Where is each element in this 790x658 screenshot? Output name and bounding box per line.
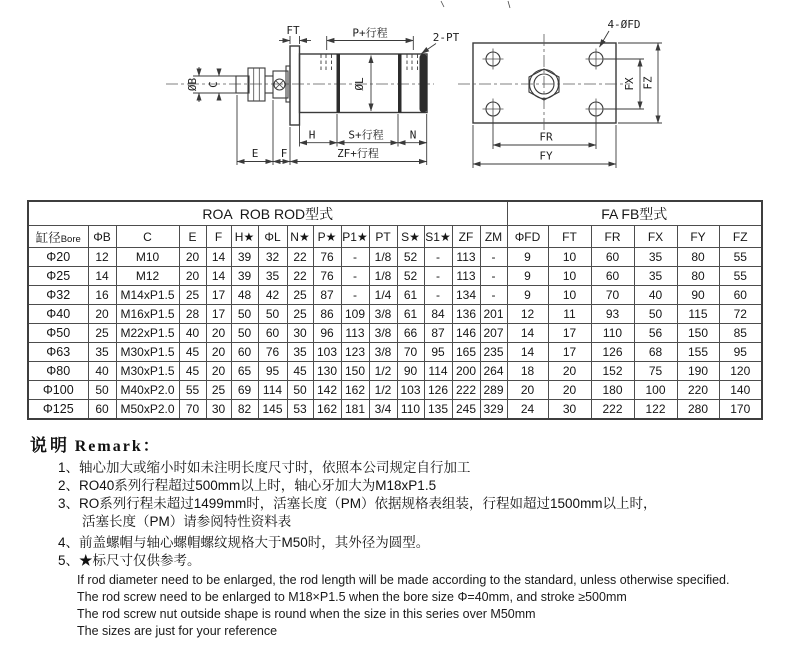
- spec-cell: 53: [287, 400, 313, 420]
- column-header: ZM: [480, 226, 507, 248]
- spec-cell: 201: [480, 305, 507, 324]
- column-header: PT: [369, 226, 397, 248]
- spec-cell: 42: [258, 286, 287, 305]
- spec-cell: 9: [507, 248, 548, 267]
- spec-cell: 9: [507, 267, 548, 286]
- spec-cell: 70: [591, 286, 634, 305]
- group-header: FA FB型式: [507, 201, 762, 226]
- column-header: H★: [231, 226, 258, 248]
- spec-cell: 110: [397, 400, 424, 420]
- spec-cell: 95: [719, 343, 762, 362]
- spec-cell: 25: [179, 286, 206, 305]
- piston-rod: [236, 76, 249, 93]
- spec-cell: 20: [548, 362, 591, 381]
- spec-cell: 1/2: [369, 381, 397, 400]
- spec-cell: 69: [231, 381, 258, 400]
- spec-cell: 39: [231, 267, 258, 286]
- spec-cell: 103: [313, 343, 341, 362]
- spec-cell: 200: [452, 362, 480, 381]
- spec-cell: 76: [313, 267, 341, 286]
- spec-cell: 76: [258, 343, 287, 362]
- spec-cell: 60: [88, 400, 116, 420]
- spec-cell: 50: [231, 305, 258, 324]
- spec-cell: 16: [88, 286, 116, 305]
- group-header: ROA ROB ROD型式: [28, 201, 507, 226]
- spec-cell: 3/8: [369, 305, 397, 324]
- spec-cell: 162: [341, 381, 369, 400]
- bore-cell: Φ25: [28, 267, 88, 286]
- spec-cell: 14: [88, 267, 116, 286]
- dim-ft: [279, 24, 311, 44]
- spec-cell: 113: [452, 248, 480, 267]
- spec-cell: M40xP2.0: [116, 381, 179, 400]
- table-row: [28, 362, 762, 381]
- spec-cell: 45: [287, 362, 313, 381]
- spec-cell: 66: [397, 324, 424, 343]
- spec-cell: 126: [424, 381, 452, 400]
- remark-title-cn: 说明: [30, 436, 70, 455]
- spec-cell: 14: [507, 343, 548, 362]
- spec-cell: 1/4: [369, 286, 397, 305]
- spec-cell: 72: [719, 305, 762, 324]
- bore-cell: Φ32: [28, 286, 88, 305]
- spec-cell: 222: [591, 400, 634, 420]
- dim-label-phi-b: ØB: [186, 77, 199, 92]
- spec-cell: 10: [548, 286, 591, 305]
- spec-cell: 115: [677, 305, 719, 324]
- spec-cell: 9: [507, 286, 548, 305]
- spec-cell: 220: [677, 381, 719, 400]
- rear-cap: [420, 54, 428, 113]
- bore-cell: Φ63: [28, 343, 88, 362]
- spec-cell: 180: [591, 381, 634, 400]
- column-header: ΦL: [258, 226, 287, 248]
- spec-cell: 32: [258, 248, 287, 267]
- spec-cell: M30xP1.5: [116, 362, 179, 381]
- spec-cell: 35: [287, 343, 313, 362]
- dim-e-f-zf: [237, 146, 427, 162]
- spec-cell: 150: [677, 324, 719, 343]
- spec-cell: 136: [452, 305, 480, 324]
- cropped-top-marks: [441, 1, 510, 8]
- spec-cell: 25: [88, 324, 116, 343]
- spec-cell: 17: [206, 305, 231, 324]
- table-row: [28, 305, 762, 324]
- spec-cell: -: [341, 248, 369, 267]
- spec-cell: 155: [677, 343, 719, 362]
- spec-cell: M10: [116, 248, 179, 267]
- dim-label-c: C: [207, 81, 220, 88]
- column-header: P1★: [341, 226, 369, 248]
- column-header: ΦB: [88, 226, 116, 248]
- spec-cell: 150: [341, 362, 369, 381]
- spec-cell: -: [480, 286, 507, 305]
- dim-label-s-stroke: S+行程: [348, 128, 384, 142]
- spec-cell: 207: [480, 324, 507, 343]
- port-rear-icon: [407, 55, 418, 71]
- spec-cell: 96: [313, 324, 341, 343]
- spec-cell: 48: [231, 286, 258, 305]
- dim-label-fy: FY: [539, 149, 553, 163]
- port-front-icon: [321, 55, 332, 71]
- spec-cell: 109: [341, 305, 369, 324]
- remark-item: 5、★标尺寸仅供参考。: [58, 552, 201, 568]
- spec-cell: 35: [634, 248, 677, 267]
- spec-cell: -: [424, 286, 452, 305]
- spec-cell: 135: [424, 400, 452, 420]
- spec-cell: 20: [548, 381, 591, 400]
- spec-cell: 1/2: [369, 362, 397, 381]
- spec-cell: 22: [287, 248, 313, 267]
- spec-cell: 12: [507, 305, 548, 324]
- remark-title-en: Remark：: [74, 438, 161, 455]
- head-seal-band: [337, 54, 341, 113]
- spec-cell: M30xP1.5: [116, 343, 179, 362]
- spec-cell: 60: [591, 248, 634, 267]
- remark-item: 4、前盖螺帽与轴心螺帽螺纹规格大于M50时，其外径为圆型。: [58, 534, 430, 550]
- spec-cell: 1/8: [369, 267, 397, 286]
- dim-p-stroke: [327, 26, 414, 51]
- dim-label-phi-l: ØL: [353, 77, 366, 91]
- spec-cell: -: [424, 248, 452, 267]
- spec-cell: 20: [179, 267, 206, 286]
- spec-cell: 20: [206, 343, 231, 362]
- spec-cell: 82: [231, 400, 258, 420]
- spec-cell: 90: [397, 362, 424, 381]
- spec-cell: 35: [258, 267, 287, 286]
- spec-cell: 90: [677, 286, 719, 305]
- spec-cell: -: [341, 286, 369, 305]
- spec-cell: M14xP1.5: [116, 286, 179, 305]
- spec-cell: 222: [452, 381, 480, 400]
- bore-cell: Φ40: [28, 305, 88, 324]
- spec-cell: 84: [424, 305, 452, 324]
- table-row: [28, 400, 762, 420]
- spec-cell: 93: [591, 305, 634, 324]
- spec-cell: 60: [591, 267, 634, 286]
- spec-cell: 18: [507, 362, 548, 381]
- rod-nut: [248, 68, 265, 101]
- spec-cell: 95: [424, 343, 452, 362]
- dim-label-ft: FT: [286, 24, 300, 37]
- spec-cell: 60: [231, 343, 258, 362]
- remark-item: 活塞长度（PM）请参阅特性资料表: [82, 514, 292, 529]
- spec-cell: 50: [88, 381, 116, 400]
- spec-cell: 28: [179, 305, 206, 324]
- spec-cell: 181: [341, 400, 369, 420]
- spec-cell: 56: [634, 324, 677, 343]
- spec-cell: 235: [480, 343, 507, 362]
- spec-table: [27, 200, 763, 420]
- spec-cell: 130: [313, 362, 341, 381]
- spec-cell: 50: [287, 381, 313, 400]
- bore-cell: Φ50: [28, 324, 88, 343]
- table-row: [28, 324, 762, 343]
- table-row: [28, 267, 762, 286]
- dim-fr: [493, 117, 596, 149]
- spec-cell: 55: [719, 248, 762, 267]
- column-header: 缸径Bore: [28, 226, 88, 248]
- column-header: S★: [397, 226, 424, 248]
- table-row: [28, 286, 762, 305]
- spec-cell: 35: [88, 343, 116, 362]
- spec-cell: 152: [591, 362, 634, 381]
- spec-cell: 25: [287, 286, 313, 305]
- bore-cell: Φ100: [28, 381, 88, 400]
- remark-title: [30, 431, 780, 453]
- spec-cell: 52: [397, 267, 424, 286]
- spec-cell: 113: [341, 324, 369, 343]
- dim-label-fx: FX: [623, 77, 636, 91]
- table-row: [28, 248, 762, 267]
- spec-cell: 110: [591, 324, 634, 343]
- spec-cell: 24: [507, 400, 548, 420]
- spec-cell: 30: [548, 400, 591, 420]
- spec-cell: 20: [179, 248, 206, 267]
- spec-cell: 329: [480, 400, 507, 420]
- spec-cell: 40: [634, 286, 677, 305]
- spec-cell: 55: [179, 381, 206, 400]
- spec-cell: 75: [634, 362, 677, 381]
- spec-cell: 20: [507, 381, 548, 400]
- dim-label-zf-stroke: ZF+行程: [337, 147, 379, 160]
- spec-cell: 60: [258, 324, 287, 343]
- spec-cell: 123: [341, 343, 369, 362]
- spec-cell: 87: [313, 286, 341, 305]
- spec-cell: 245: [452, 400, 480, 420]
- spec-cell: 3/4: [369, 400, 397, 420]
- spec-cell: 40: [88, 362, 116, 381]
- dim-label-n: N: [409, 128, 417, 142]
- remark-items: [30, 461, 780, 567]
- spec-cell: 25: [206, 381, 231, 400]
- column-header: FY: [677, 226, 719, 248]
- spec-cell: 25: [287, 305, 313, 324]
- column-header: FZ: [719, 226, 762, 248]
- spec-cell: 12: [88, 248, 116, 267]
- spec-cell: 190: [677, 362, 719, 381]
- column-header: N★: [287, 226, 313, 248]
- flange-plate: [473, 43, 616, 123]
- spec-cell: 11: [548, 305, 591, 324]
- column-header: FT: [548, 226, 591, 248]
- column-header: C: [116, 226, 179, 248]
- spec-cell: 76: [313, 248, 341, 267]
- spec-cell: 55: [719, 267, 762, 286]
- spec-cell: 3/8: [369, 324, 397, 343]
- spec-cell: 17: [206, 286, 231, 305]
- spec-cell: 103: [397, 381, 424, 400]
- spec-cell: 162: [313, 400, 341, 420]
- spec-cell: 39: [231, 248, 258, 267]
- spec-cell: 165: [452, 343, 480, 362]
- spec-cell: 17: [548, 324, 591, 343]
- remark-english: [30, 574, 780, 638]
- spec-cell: 45: [179, 362, 206, 381]
- dim-label-fz: FZ: [641, 76, 655, 90]
- spec-cell: 80: [677, 248, 719, 267]
- spec-cell: 100: [634, 381, 677, 400]
- dim-phi-l: [353, 56, 371, 112]
- spec-cell: 17: [548, 343, 591, 362]
- spec-cell: 20: [88, 305, 116, 324]
- spec-cell: 70: [179, 400, 206, 420]
- table-row: [28, 381, 762, 400]
- spec-cell: 10: [548, 248, 591, 267]
- cylinder-side-view: [166, 24, 460, 165]
- spec-cell: -: [480, 248, 507, 267]
- spec-cell: 142: [313, 381, 341, 400]
- spec-cell: 14: [507, 324, 548, 343]
- spec-cell: 113: [452, 267, 480, 286]
- drawings-svg: [0, 0, 790, 192]
- spec-cell: 264: [480, 362, 507, 381]
- spec-cell: 140: [719, 381, 762, 400]
- spec-cell: 95: [258, 362, 287, 381]
- spec-cell: M16xP1.5: [116, 305, 179, 324]
- remark-english-line: The rod screw nut outside shape is round when the size in this series over M50mm: [77, 607, 536, 621]
- spec-cell: 114: [258, 381, 287, 400]
- remark-section: [30, 431, 780, 642]
- spec-cell: 40: [179, 324, 206, 343]
- bore-cell: Φ125: [28, 400, 88, 420]
- spec-cell: -: [341, 267, 369, 286]
- column-header: F: [206, 226, 231, 248]
- spec-cell: 122: [634, 400, 677, 420]
- remark-item: 2、RO40系列行程超过500mm以上时，轴心牙加大为M18xP1.5: [58, 478, 437, 493]
- spec-cell: 35: [634, 267, 677, 286]
- spec-cell: 114: [424, 362, 452, 381]
- spec-cell: 14: [206, 267, 231, 286]
- table-row: [28, 343, 762, 362]
- spec-cell: 86: [313, 305, 341, 324]
- column-header: P★: [313, 226, 341, 248]
- spec-cell: 87: [424, 324, 452, 343]
- column-header: E: [179, 226, 206, 248]
- front-flange: [290, 46, 300, 125]
- spec-cell: -: [424, 267, 452, 286]
- spec-cell: 170: [719, 400, 762, 420]
- spec-cell: 146: [452, 324, 480, 343]
- spec-cell: 45: [179, 343, 206, 362]
- spec-cell: M50xP2.0: [116, 400, 179, 420]
- spec-cell: 61: [397, 305, 424, 324]
- flange-front-view: [458, 18, 662, 168]
- spec-cell: 60: [719, 286, 762, 305]
- spec-cell: 134: [452, 286, 480, 305]
- spec-cell: 280: [677, 400, 719, 420]
- spec-cell: 10: [548, 267, 591, 286]
- spec-cell: 14: [206, 248, 231, 267]
- spec-cell: 20: [206, 362, 231, 381]
- spec-cell: 65: [231, 362, 258, 381]
- spec-cell: 70: [397, 343, 424, 362]
- spec-cell: 289: [480, 381, 507, 400]
- spec-cell: 1/8: [369, 248, 397, 267]
- dim-label-2pt: 2-PT: [432, 31, 460, 44]
- dim-label-fr: FR: [539, 130, 553, 144]
- spec-cell: 145: [258, 400, 287, 420]
- dim-label-p-stroke: P+行程: [352, 26, 388, 40]
- spec-cell: 20: [206, 324, 231, 343]
- spec-cell: 80: [677, 267, 719, 286]
- spec-cell: 68: [634, 343, 677, 362]
- column-header: FX: [634, 226, 677, 248]
- spec-cell: 50: [258, 305, 287, 324]
- spec-cell: 52: [397, 248, 424, 267]
- spec-cell: 120: [719, 362, 762, 381]
- column-header: S1★: [424, 226, 452, 248]
- dim-label-f: F: [280, 147, 288, 160]
- spec-cell: 126: [591, 343, 634, 362]
- dim-label-h: H: [308, 128, 316, 142]
- spec-cell: 50: [634, 305, 677, 324]
- remark-item: 3、RO系列行程未超过1499mm时，活塞长度（PM）依据规格表组装，行程如超过1500mm以上时，: [58, 496, 657, 511]
- spec-cell: 30: [287, 324, 313, 343]
- remark-item: 1、轴心加大或缩小时如未注明长度尺寸时，依照本公司规定自行加工: [58, 460, 471, 475]
- bore-cell: Φ80: [28, 362, 88, 381]
- bore-cell: Φ20: [28, 248, 88, 267]
- remark-english-line: The rod screw need to be enlarged to M18×P1.5 when the bore size Φ=40mm, and stroke ≥500mm: [77, 590, 627, 604]
- column-header: ZF: [452, 226, 480, 248]
- callout-2pt: [422, 31, 460, 54]
- column-header: ΦFD: [507, 226, 548, 248]
- remark-english-line: If rod diameter need to be enlarged, the rod length will be made according to the standard, unless otherwise specified.: [77, 573, 730, 587]
- spec-cell: 61: [397, 286, 424, 305]
- rear-seal-band: [398, 54, 402, 113]
- spec-cell: M22xP1.5: [116, 324, 179, 343]
- spec-cell: M12: [116, 267, 179, 286]
- spec-cell: 30: [206, 400, 231, 420]
- spec-cell: 85: [719, 324, 762, 343]
- dim-h-s-n: [300, 128, 427, 143]
- dim-label-4fd: 4-ØFD: [607, 18, 641, 31]
- column-header: FR: [591, 226, 634, 248]
- spec-cell: 22: [287, 267, 313, 286]
- spec-cell: -: [480, 267, 507, 286]
- spec-cell: 3/8: [369, 343, 397, 362]
- remark-english-line: The sizes are just for your reference: [77, 624, 278, 638]
- dim-c: [207, 69, 220, 100]
- spec-cell: 50: [231, 324, 258, 343]
- dim-label-e: E: [251, 147, 259, 160]
